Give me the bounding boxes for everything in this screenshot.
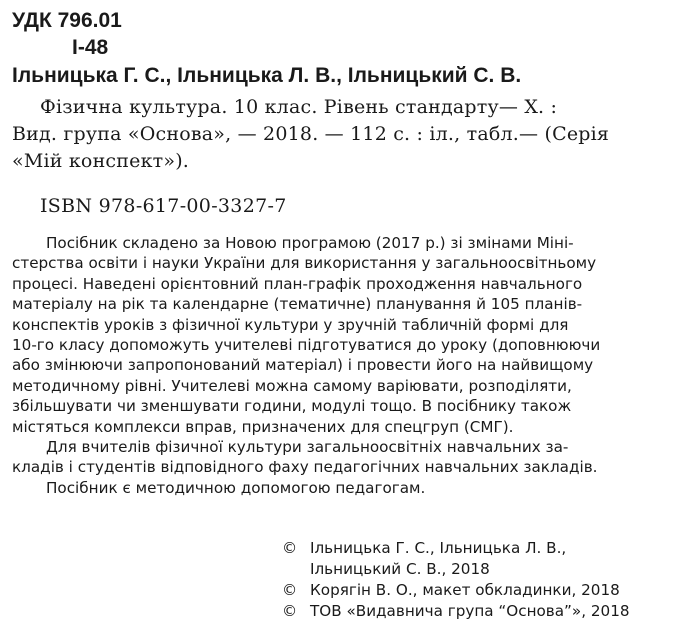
annotation-line: або змінюючи запропонований матеріал) і провести його на найвищому [12, 356, 594, 375]
udk-code: УДК 796.01 [12, 9, 122, 32]
annotation-line: кладів і студентів відповідного фаху педагогічних навчальних закладів. [12, 458, 598, 477]
bibliographic-line: «Мій конспект»). [12, 150, 190, 172]
copyright-entry [282, 601, 692, 622]
authors-line: Ільницька Г. С., Ільницька Л. В., Ільницький С. В. [12, 64, 522, 87]
copyright-text: Ільницька Г. С., Ільницька Л. В., [310, 539, 567, 557]
annotation [12, 233, 692, 498]
annotation-line: збільшувати чи зменшувати години, модулі тощо. В посібнику також [12, 397, 572, 416]
copyright-symbol: © [282, 602, 298, 620]
copyright-symbol: © [282, 581, 298, 599]
annotation-line: 10-го класу допоможуть учителеві підготуватися до уроку (доповнюючи [12, 336, 601, 355]
annotation-line: методичному рівні. Учителеві можна самому варіювати, розподіляти, [12, 376, 572, 395]
bibliographic-line: Фізична культура. 10 клас. Рівень стандарту— Х. : [40, 96, 558, 118]
annotation-line: Посібник є методичною допомогою педагогам. [46, 478, 426, 497]
annotation-line: містяться комплекси вправ, призначених для спецгруп (СМГ). [12, 417, 514, 436]
copyright-entry [282, 538, 692, 559]
annotation-line: Посібник складено за Новою програмою (2017 р.) зі змінами Міні- [46, 234, 574, 252]
annotation-line: стерства освіти і науки України для використання у загальноосвітньому [12, 254, 597, 273]
copyright-text: Корягін В. О., макет обкладинки, 2018 [310, 581, 620, 599]
copyright-entry-continued: Ільницький С. В., 2018 [310, 560, 490, 578]
copyright-symbol: © [282, 539, 298, 557]
copyright-text: ТОВ «Видавнича група “Основа”», 2018 [310, 602, 630, 620]
annotation-line: Для вчителів фізичної культури загальноосвітніх навчальних за- [46, 438, 569, 457]
annotation-line: матеріалу на рік та календарне (тематичне) планування й 105 планів- [12, 295, 583, 314]
isbn: ISBN 978-617-00-3327-7 [40, 195, 287, 217]
classification-code: І-48 [72, 36, 109, 59]
copyright-entry [282, 580, 692, 601]
bibliographic-description [12, 94, 692, 175]
annotation-line: конспектів уроків з фізичної культури у зручній табличній формі для [12, 315, 569, 334]
annotation-line: процесі. Наведені орієнтовний план-графік проходження навчального [12, 274, 583, 293]
bibliographic-line: Вид. група «Основа», — 2018. — 112 с. : іл., табл.— (Серія [12, 123, 610, 145]
copyright-block [282, 538, 692, 622]
